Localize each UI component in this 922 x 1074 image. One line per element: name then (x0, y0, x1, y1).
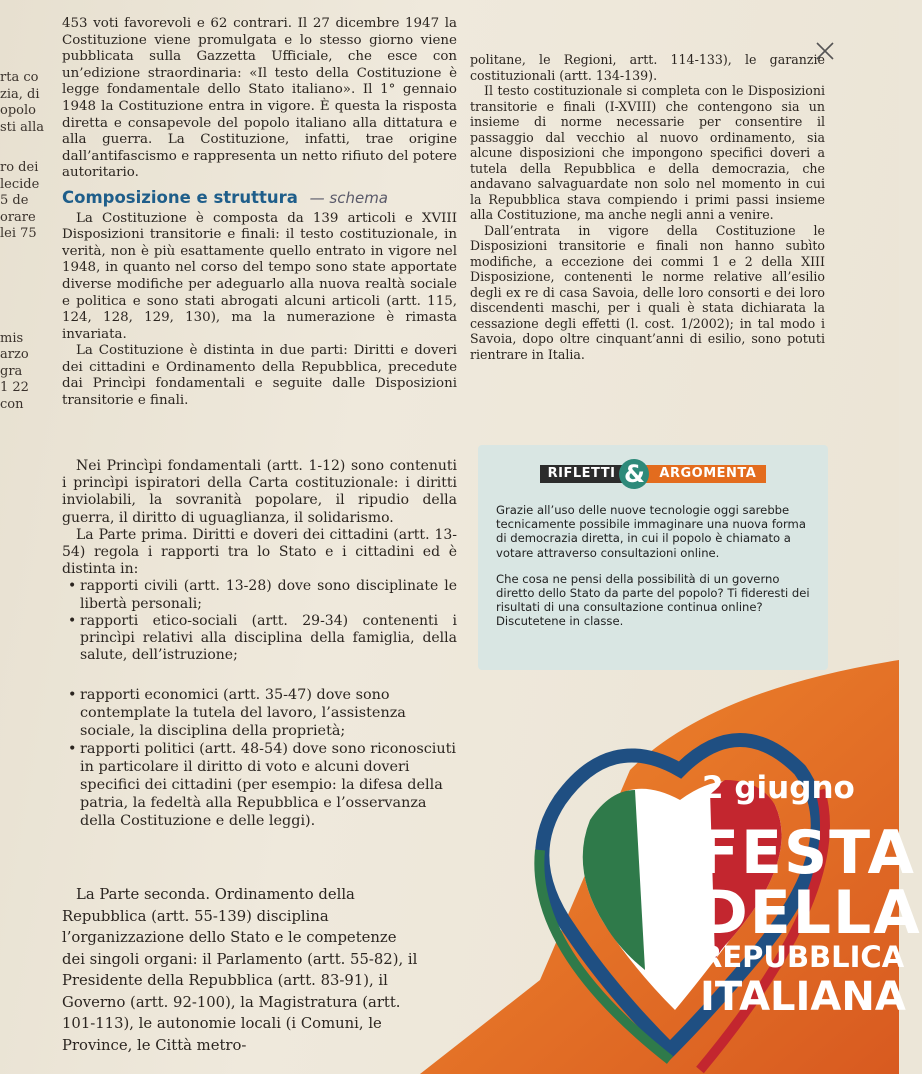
list-item: • rapporti economici (artt. 35-47) dove sono contemplate la tutela del lavoro, l’assistenza sociale, la disciplina della proprietà; (62, 686, 462, 740)
reflect-argue-box (478, 445, 828, 670)
left-column-top (62, 16, 457, 410)
list-item: • rapporti etico-sociali (artt. 29-34) contenenti i princìpi relativi alla disciplina della famiglia, della salute, dell’istruzione; (62, 613, 457, 665)
paragraph-guarantees: politane, le Regioni, artt. 114-133), le garanzie costituzionali (artt. 134-139). (470, 52, 825, 83)
right-column (470, 52, 825, 362)
list-item: • rapporti civili (artt. 13-28) dove sono disciplinate le libertà personali; (62, 578, 457, 612)
poster-title-italiana: ITALIANA (700, 974, 906, 1020)
argomenta-label: ARGOMENTA (645, 465, 766, 483)
poster-title-repubblica: REPUBBLICA (700, 940, 905, 974)
section-heading-text: Composizione e struttura (62, 187, 298, 207)
poster-date: 2 giugno (702, 770, 855, 806)
paragraph-composition: La Costituzione è composta da 139 articoli e XVIII Disposizioni transitorie e finali: il testo costituzionale, in verità, non è più esattamente quello entrato in vigore nel 1948, in quanto nel corso del tempo sono state apportate diverse modifiche per adeguarlo alla nuova realtà sociale e politica e sono stati abrogati alcuni articoli (artt. 115, 124, 128, 129, 130), ma la numerazione è rimasta invariata. (62, 210, 457, 342)
margin-fragment: sti alla (0, 119, 45, 135)
handwritten-note: — schema (309, 188, 388, 207)
margin-fragment: mis (0, 330, 24, 346)
left-column-bottom (62, 884, 422, 1056)
margin-fragment: lecide (0, 176, 40, 192)
box-text-1: Grazie all’uso delle nuove tecnologie oggi sarebbe tecnicamente possibile immaginare una nuova forma di democrazia diretta, in cui il popolo è chiamato a votare attraverso consultazioni online. (496, 503, 806, 560)
margin-fragment: opolo (0, 103, 36, 118)
margin-fragment: arzo (0, 347, 29, 362)
paragraph-part-one: La Parte prima. Diritti e doveri dei cittadini (artt. 13-54) regola i rapporti tra lo Stato e i cittadini ed è distinta in: (62, 526, 457, 578)
poster-title-della: DELLA (698, 878, 922, 948)
margin-fragment: ro dei (0, 160, 39, 175)
rifletti-label: RIFLETTI (540, 465, 624, 483)
margin-fragment: con (0, 396, 24, 412)
paragraph-part-two: La Parte seconda. Ordinamento della Repubblica (artt. 55-139) disciplina l’organizzazione dello Stato e le competenze dei singoli organi: il Parlamento (artt. 55-82), il Presidente della Repubblica (artt. 83-91), il Governo (artt. 92-100), la Magistratura (artt. 101-113), le autonomie locali (i Comuni, le Province, le Città metro- (62, 886, 418, 1054)
box-text-2: Che cosa ne pensi della possibilità di un governo diretto dello Stato da parte del popolo? Ti fideresti dei risultati di una consultazione continua online? Discutetene in classe. (496, 571, 810, 629)
margin-fragment: 1 22 (0, 380, 29, 395)
margin-fragment: 5 de (0, 193, 29, 208)
margin-fragment: lei 75 (0, 226, 37, 241)
paragraph-parts: La Costituzione è distinta in due parti: Diritti e doveri dei cittadini e Ordinamento della Repubblica, precedute dai Princìpi fondamentali e seguite dalle Disposizioni transitorie e finali. (62, 343, 457, 409)
margin-fragment: zia, di (0, 86, 40, 102)
box-header (496, 459, 810, 489)
paragraph-savoia: Dall’entrata in vigore della Costituzione le Disposizioni transitorie e finali non hanno subìto modifiche, a eccezione dei commi 1 e 2 della XIII Disposizione, contenenti le norme relative all’esilio degli ex re di casa Savoia, delle loro consorti e dei loro discendenti maschi, per i quali è stata dichiarata la cessazione degli effetti (l. cost. 1/2002); in tal modo i Savoia, dopo oltre cinquant’anni di esilio, sono potuti rientrare in Italia. (470, 222, 825, 362)
paragraph-promulgation: 453 voti favorevoli e 62 contrari. Il 27 dicembre 1947 la Costituzione viene promulgata e lo stesso giorno viene pubblicata sulla Gazzetta Ufficiale, che esce con un’edizione straordinaria: «Il testo della Costituzione è legge fondamentale dello Stato italiano». Il 1° gennaio 1948 la Costituzione entra in vigore. È questa la risposta diretta e consapevole del popolo italiano alla dittatura e alla guerra. La Costituzione, infatti, trae origine dall’antifascismo e rappresenta un netto rifiuto del potere autoritario. (62, 16, 457, 181)
left-column-middle (62, 458, 457, 664)
previous-page-margin (0, 70, 45, 413)
margin-fragment: orare (0, 209, 36, 225)
margin-fragment: rta co (0, 70, 39, 85)
poster-title-festa: FESTA (698, 818, 916, 888)
paragraph-transitory: Il testo costituzionale si completa con le Disposizioni transitorie e finali (I-XVIII) che contengono sia un insieme di norme necessarie per consentire il passaggio dal vecchio al nuovo ordinamento, sia alcune disposizioni che impongono specifici doveri a tutela della Repubblica e della democrazia, che andavano salvaguardate non solo nel momento in cui la Repubblica stava compiendo i primi passi insieme alla Costituzione, ma anche negli anni a venire. (470, 83, 825, 222)
ampersand-badge: & (619, 459, 649, 489)
paragraph-principles: Nei Princìpi fondamentali (artt. 1-12) sono contenuti i princìpi ispiratori della Carta costituzionale: i diritti inviolabili, la sovranità popolare, il ripudio della guerra, il diritto di uguaglianza, il solidarismo. (62, 458, 457, 526)
margin-fragment: gra (0, 363, 23, 379)
list-item: • rapporti politici (artt. 48-54) dove sono riconosciuti in particolare il diritto di voto e alcuni doveri specifici dei cittadini (per esempio: la difesa della patria, la fedeltà alla Repubblica e l’osservanza della Costituzione e delle leggi). (62, 740, 462, 830)
section-heading (62, 187, 457, 207)
